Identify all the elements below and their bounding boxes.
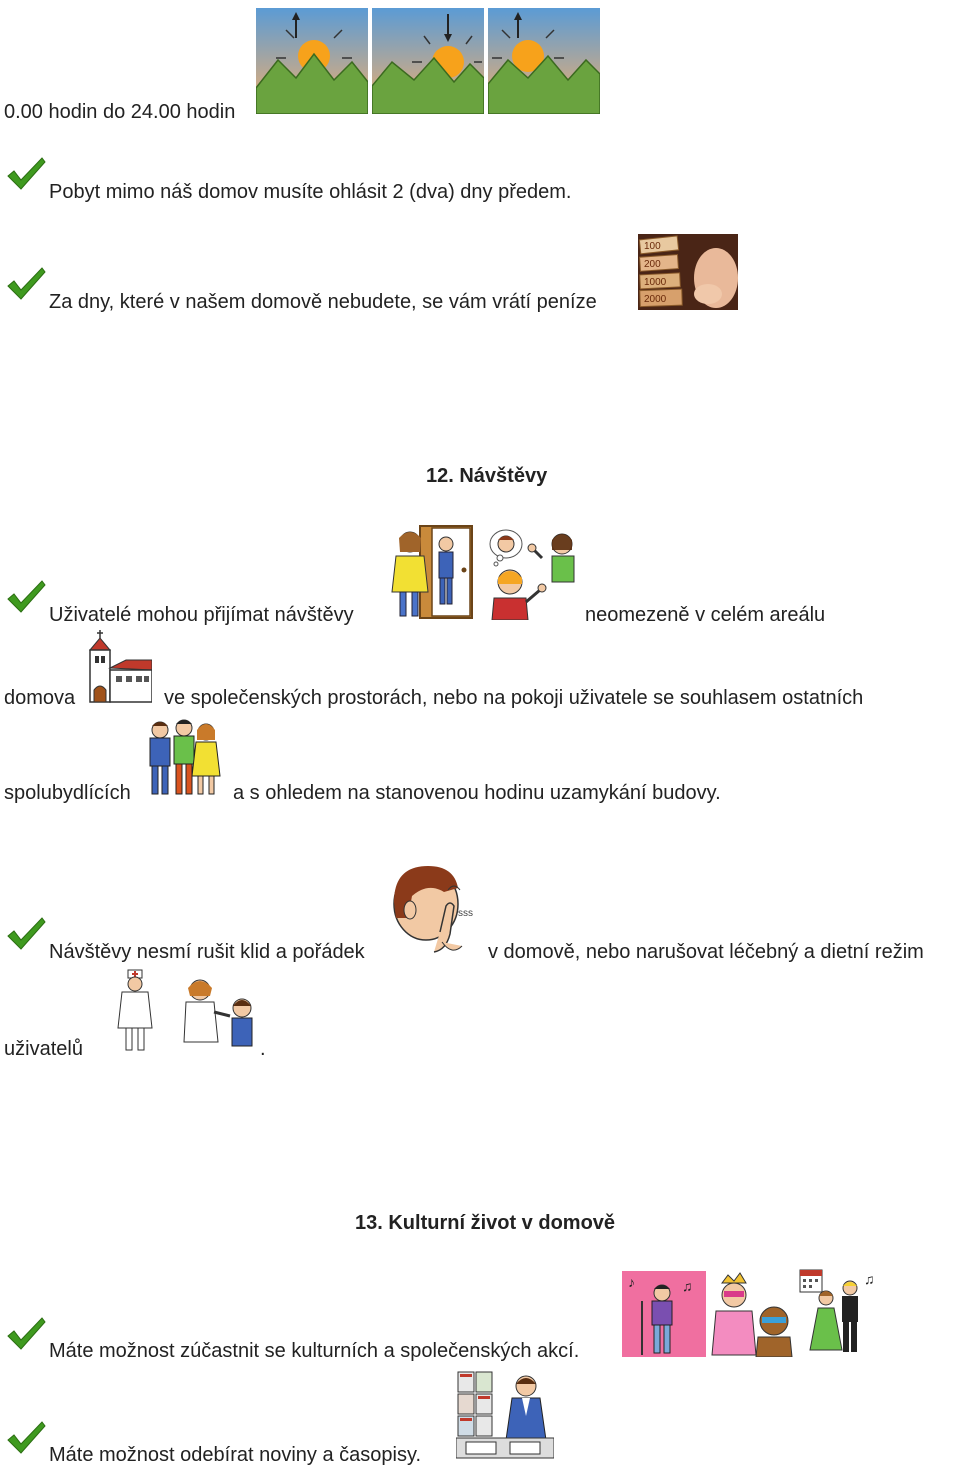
- refund-text: Za dny, které v našem domově nebudete, se vám vrátí peníze: [49, 291, 597, 313]
- hours-text: 0.00 hodin do 24.00 hodin: [4, 101, 236, 123]
- checkmark-icon: [6, 156, 46, 192]
- visits-text-1b: neomezeně v celém areálu: [585, 604, 826, 626]
- visits-text-3a: spolubydlících: [4, 782, 131, 804]
- checkmark-icon: [6, 579, 46, 615]
- money-picture: [638, 234, 738, 310]
- newspapers-text: Máte možnost odebírat noviny a časopisy.: [49, 1444, 422, 1466]
- rules-text-1a: Návštěvy nesmí rušit klid a pořádek: [49, 941, 365, 963]
- singer-picture: [622, 1271, 706, 1357]
- checkmark-icon: [6, 266, 46, 302]
- greeting-picture: [482, 524, 580, 620]
- section-heading-visits: 12. Návštěvy: [426, 465, 548, 487]
- rules-text-2a: uživatelů: [4, 1038, 83, 1060]
- events-text: Máte možnost zúčastnit se kulturních a společenských akcí.: [49, 1340, 580, 1362]
- carnival-picture: [708, 1271, 794, 1357]
- sunrise-picture: [256, 8, 368, 114]
- absence-notice-text: Pobyt mimo náš domov musíte ohlásit 2 (dva) dny předem.: [49, 181, 572, 203]
- svg-text:♫: ♫: [864, 1271, 875, 1287]
- visits-text-2a: domova: [4, 687, 76, 709]
- newsstand-picture: [456, 1366, 554, 1460]
- medical-staff-picture: [114, 968, 262, 1052]
- checkmark-icon: [6, 916, 46, 952]
- noon-picture: [372, 8, 484, 114]
- dancing-picture: [798, 1268, 882, 1356]
- note-label: 100: [644, 241, 661, 252]
- note-label: 200: [644, 259, 661, 270]
- svg-text:♪: ♪: [628, 1274, 635, 1290]
- checkmark-icon: [6, 1420, 46, 1456]
- shush-text: sss: [458, 908, 473, 919]
- section-heading-culture: 13. Kulturní život v domově: [355, 1212, 616, 1234]
- visits-text-2b: ve společenských prostorách, nebo na pokoji uživatele se souhlasem ostatních: [164, 687, 864, 709]
- note-label: 1000: [644, 277, 667, 288]
- visitor-door-picture: [380, 522, 480, 620]
- building-picture: [86, 630, 152, 704]
- checkmark-icon: [6, 1316, 46, 1352]
- sunset-picture: [488, 8, 600, 114]
- visits-text-3b: a s ohledem na stanovenou hodinu uzamykání budovy.: [233, 782, 721, 804]
- note-label: 2000: [644, 294, 667, 305]
- visits-text-1a: Uživatelé mohou přijímat návštěvy: [49, 604, 354, 626]
- rules-text-2b: .: [260, 1038, 266, 1060]
- shush-picture: [388, 862, 480, 958]
- roommates-picture: [144, 716, 222, 796]
- rules-text-1b: v domově, nebo narušovat léčebný a dietní režim: [488, 941, 924, 963]
- svg-text:♫: ♫: [682, 1278, 693, 1294]
